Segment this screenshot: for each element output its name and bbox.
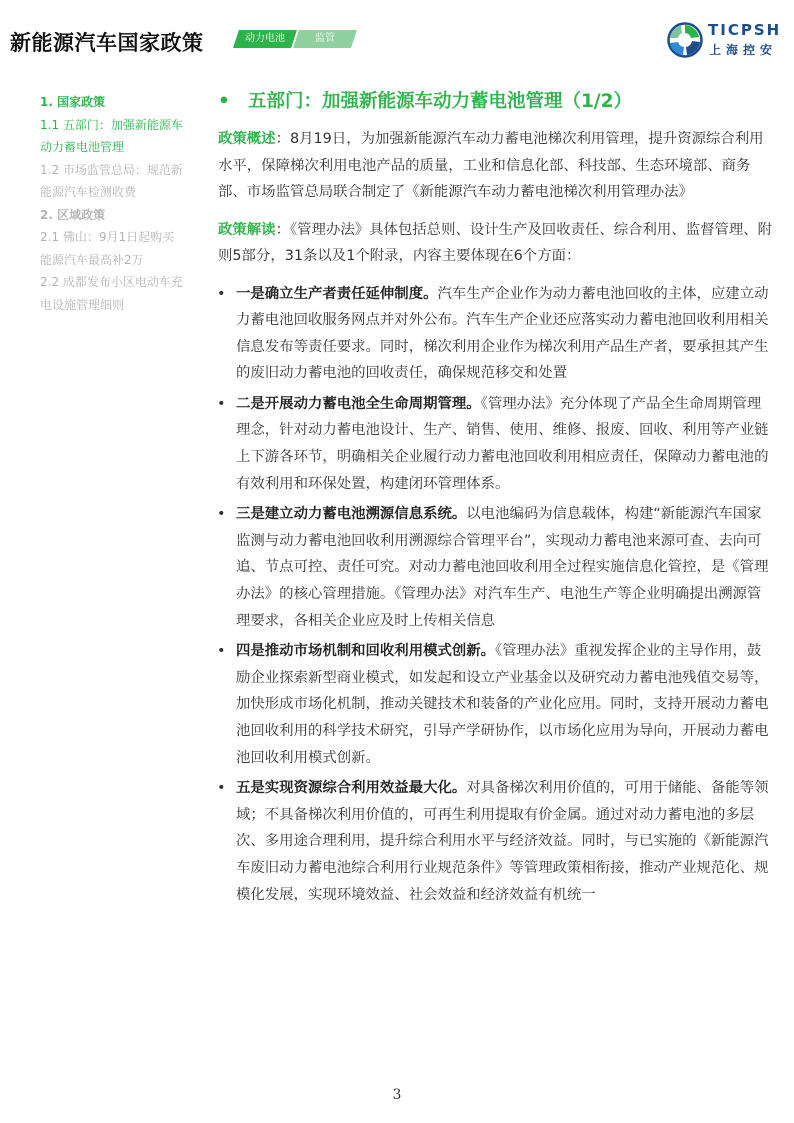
interpretation-label: 政策解读 (218, 221, 276, 238)
tag-power-battery (233, 30, 297, 48)
bullet-dot: • (217, 506, 226, 523)
tag-label: 监管 (315, 33, 335, 44)
point-text: 汽车生产企业作为动力蓄电池回收的主体，应建立动力蓄电池回收服务网点并对外公布。汽车生产企业还应落实动力蓄电池回收利用相关信息发布等责任要求。同时，梯次利用企业作为梯次利用产品生产者，要承担其产生的废旧动力蓄电池的回收责任，确保规范移交和处置 (236, 285, 769, 382)
list-item (218, 391, 773, 497)
toc-item-market-regulation[interactable]: 1.2 市场监管总局：规范新 (40, 162, 183, 177)
toc-item-chengdu[interactable]: 2.2 成都发布小区电动车充 (40, 275, 183, 289)
toc-item-five-departments[interactable]: 1.1 五部门：加强新能源车 (40, 117, 183, 132)
overview-text: ：8月19日，为加强新能源汽车动力蓄电池梯次利用管理，提升资源综合利用水平，保障梯次利用电池产品的质量，工业和信息化部、科技部、生态环境部、商务部、市场监管总局联合制定了《新能源汽车动力蓄电池梯次利用管理办法》 (218, 131, 764, 200)
list-item (218, 501, 773, 634)
section-heading (218, 88, 773, 116)
list-item (218, 281, 773, 387)
point-title: 五是实现资源综合利用效益最大化。 (236, 780, 467, 797)
policy-interpretation (218, 217, 773, 270)
point-title: 四是推动市场机制和回收利用模式创新。 (236, 643, 496, 660)
point-text: 《管理办法》充分体现了产品全生命周期管理理念，针对动力蓄电池设计、生产、销售、使用、维修、报废、回收、利用等产业链上下游各环节，明确相关企业履行动力蓄电池回收利用相应责任，保障动力蓄电池的有效利用和环保处置，构建闭环管理体系。 (236, 395, 769, 492)
page-title: 新能源汽车国家政策 (10, 31, 204, 55)
sidebar-toc (40, 91, 205, 316)
bullet-dot: • (217, 643, 226, 660)
logo-swirl-icon (667, 22, 703, 58)
bullet-dot: • (217, 285, 226, 302)
logo-chinese-text: 上海控安 (709, 43, 778, 57)
key-points-list (218, 281, 773, 909)
heading-bullet: • (218, 91, 230, 112)
tag-regulation (293, 30, 357, 48)
toc-item-regional-policy[interactable]: 2. 区域政策 (40, 207, 106, 222)
policy-overview (218, 126, 773, 206)
interpretation-text: ：《管理办法》具体包括总则、设计生产及回收责任、综合利用、监督管理、附则5部分，31条以及1个附录，内容主要体现在6个方面： (218, 221, 773, 264)
bullet-dot: • (217, 395, 226, 412)
page-number: 3 (392, 1087, 402, 1103)
point-title: 一是确立生产者责任延伸制度。 (236, 285, 438, 302)
bullet-dot: • (217, 780, 226, 797)
toc-item-chengdu-cont[interactable]: 电设施管理细则 (40, 297, 125, 312)
heading-text: 五部门：加强新能源车动力蓄电池管理（1/2） (248, 91, 633, 112)
toc-item-national-policy[interactable]: 1. 国家政策 (40, 95, 106, 109)
point-text: 《管理办法》重视发挥企业的主导作用，鼓励企业探索新型商业模式，如发起和设立产业基金以及研究动力蓄电池残值交易等，加快形成市场化机制，推动关键技术和装备的产业化应用。同时，支持开展动力蓄电池回收利用的科学技术研究，引导产学研协作，以市场化应用为导向，开展动力蓄电池回收利用模式创新。 (236, 643, 769, 766)
toc-item-foshan[interactable]: 2.1 佛山：9月1日起购买 (40, 230, 175, 244)
list-item (218, 638, 773, 771)
toc-item-five-departments-cont[interactable]: 动力蓄电池管理 (40, 140, 125, 154)
main-content (218, 88, 773, 912)
toc-item-foshan-cont[interactable]: 能源汽车最高补2万 (40, 252, 144, 267)
toc-item-market-regulation-cont[interactable]: 能源汽车检测收费 (40, 185, 137, 199)
tag-label: 动力电池 (245, 33, 285, 44)
point-title: 二是开展动力蓄电池全生命周期管理。 (236, 395, 481, 412)
overview-label: 政策概述 (218, 131, 276, 147)
logo-english-text: TICPSH (708, 21, 782, 39)
point-title: 三是建立动力蓄电池溯源信息系统。 (236, 506, 467, 523)
point-text: 对具备梯次利用价值的，可用于储能、备能等领域；不具备梯次利用价值的，可再生利用提取有价金属。通过对动力蓄电池的多层次、多用途合理利用，提升综合利用水平与经济效益。同时，与已实施的《新能源汽车废旧动力蓄电池综合利用行业规范条件》等管理政策相衔接，推动产业规范化、规模化发展，实现环境效益、社会效益和经济效益有机统一 (236, 780, 769, 903)
company-logo (667, 20, 787, 60)
point-text: 以电池编码为信息载体，构建“新能源汽车国家监测与动力蓄电池回收利用溯源综合管理平台”，实现动力蓄电池来源可查、去向可追、节点可控、责任可究。对动力蓄电池回收利用全过程实施信息化管控，是《管理办法》的核心管理措施。《管理办法》对汽车生产、电池生产等企业明确提出溯源管理要求，各相关企业应及时上传相关信息 (236, 506, 769, 629)
list-item (218, 775, 773, 908)
